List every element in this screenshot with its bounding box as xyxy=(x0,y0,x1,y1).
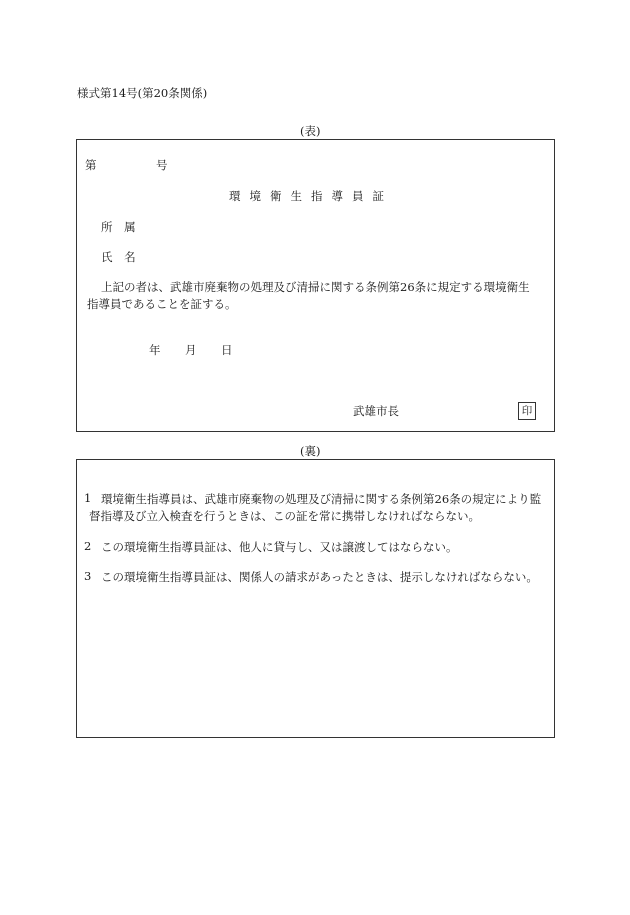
issuer: 武雄市長 xyxy=(353,404,399,418)
item-3-number: 3 xyxy=(84,569,92,583)
item-1-text-line1: 環境衛生指導員は、武雄市廃棄物の処理及び清掃に関する条例第26条の規定により監 xyxy=(101,492,542,506)
card-title: 環境衛生指導員証 xyxy=(229,189,393,203)
certification-text-line1: 上記の者は、武雄市廃棄物の処理及び清掃に関する条例第26条に規定する環境衛生 xyxy=(101,280,530,294)
front-card xyxy=(76,139,555,432)
number-suffix: 号 xyxy=(156,158,168,172)
back-heading: (裏) xyxy=(300,444,321,458)
seal-mark: 印 xyxy=(518,402,536,420)
item-1-number: 1 xyxy=(84,491,92,505)
date-month: 月 xyxy=(185,343,197,357)
item-2-number: 2 xyxy=(84,539,92,553)
item-1-text-line2: 督指導及び立入検査を行うときは、この証を常に携帯しなければならない。 xyxy=(89,509,480,523)
date-year: 年 xyxy=(149,343,161,357)
number-prefix: 第 xyxy=(85,158,97,172)
certification-text-line2: 指導員であることを証する。 xyxy=(87,297,237,311)
item-3-text: この環境衛生指導員証は、関係人の請求があったときは、提示しなければならない。 xyxy=(101,570,538,584)
date-day: 日 xyxy=(221,343,233,357)
name-label: 氏 名 xyxy=(101,250,140,264)
affiliation-label: 所 属 xyxy=(101,220,140,234)
back-card xyxy=(76,459,555,738)
item-2-text: この環境衛生指導員証は、他人に貸与し、又は譲渡してはならない。 xyxy=(101,540,458,554)
form-number: 様式第14号(第20条関係) xyxy=(77,86,208,100)
front-heading: (表) xyxy=(300,124,321,138)
